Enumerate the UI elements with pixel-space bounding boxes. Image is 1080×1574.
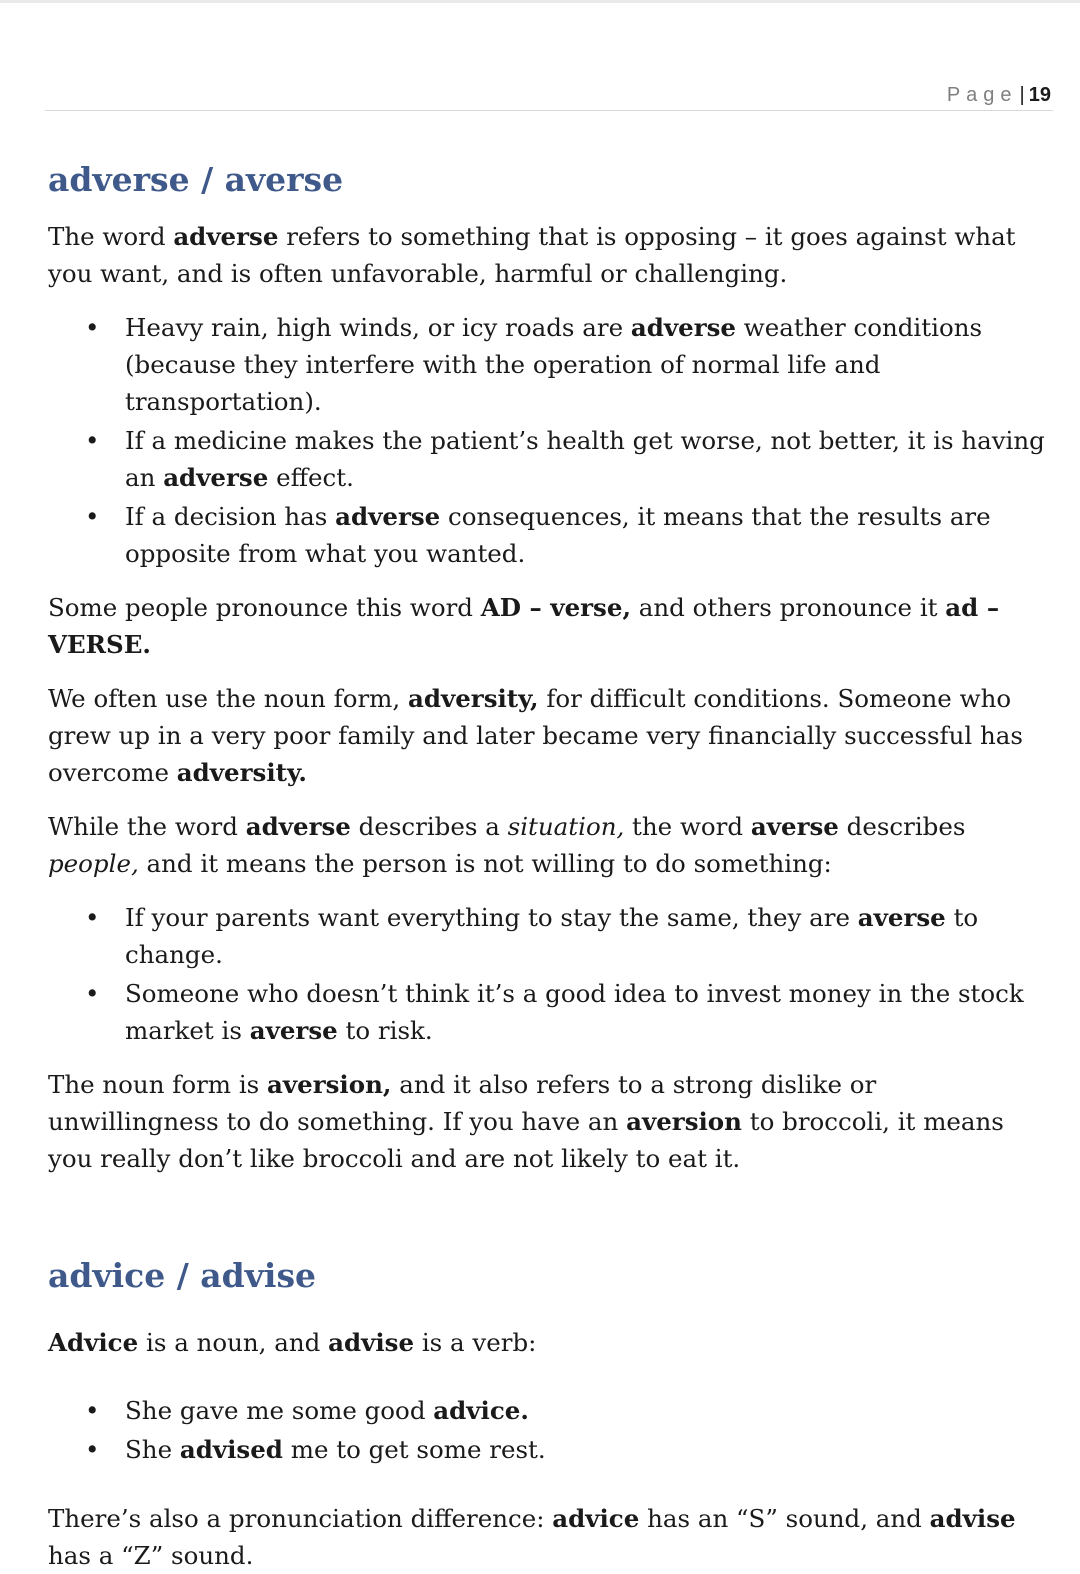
page-top-edge [0,0,1080,3]
page-header [45,82,1053,111]
list-advice-examples [48,1392,1052,1468]
paragraph-advice-definition: Advice is a noun, and advise is a verb: [48,1328,537,1357]
section-title-advice-advise: advice / advise [48,1256,317,1295]
paragraph-averse-definition: While the word adverse describes a situation, the word averse describes people, and it means the person is not willing to do something: [48,812,966,878]
list-item: • Someone who doesn’t think it’s a good idea to invest money in the stock market is averse to risk. [48,975,1052,1049]
bullet-icon: • [85,313,100,342]
paragraph-adverse-definition: The word adverse refers to something that is opposing – it goes against what you want, and is often unfavorable, harmful or challenging. [48,222,1016,288]
bullet-icon: • [85,903,100,932]
list-averse-examples [48,899,1052,1049]
section-title-adverse-averse: adverse / averse [48,160,344,199]
paragraph-advice-pronunciation: There’s also a pronunciation difference: advice has an “S” sound, and advise has a “Z” sound. [48,1504,1016,1570]
paragraph-pronunciation: Some people pronounce this word AD – verse, and others pronounce it ad – VERSE. [48,593,1000,659]
list-item: • Heavy rain, high winds, or icy roads are adverse weather conditions (because they interfere with the operation of normal life and transportation). [48,309,1052,420]
bullet-icon: • [85,1435,100,1464]
paragraph-aversion: The noun form is aversion, and it also refers to a strong dislike or unwillingness to do something. If you have an aversion to broccoli, it means you really don’t like broccoli and are not likely to eat it. [48,1070,1004,1173]
document-body [48,158,1052,1574]
bullet-icon: • [85,426,100,455]
bullet-icon: • [85,979,100,1008]
list-adverse-examples [48,309,1052,572]
page-number: Page | 19 [946,84,1051,106]
list-item: • If your parents want everything to stay the same, they are averse to change. [48,899,1052,973]
bullet-icon: • [85,1396,100,1425]
list-item: • She advised me to get some rest. [48,1431,1052,1468]
list-item: • She gave me some good advice. [48,1392,1052,1429]
list-item: • If a medicine makes the patient’s health get worse, not better, it is having an adverse effect. [48,422,1052,496]
bullet-icon: • [85,502,100,531]
paragraph-adversity: We often use the noun form, adversity, for difficult conditions. Someone who grew up in a very poor family and later became very financially successful has overcome adversity. [48,684,1023,787]
list-item: • If a decision has adverse consequences, it means that the results are opposite from what you wanted. [48,498,1052,572]
